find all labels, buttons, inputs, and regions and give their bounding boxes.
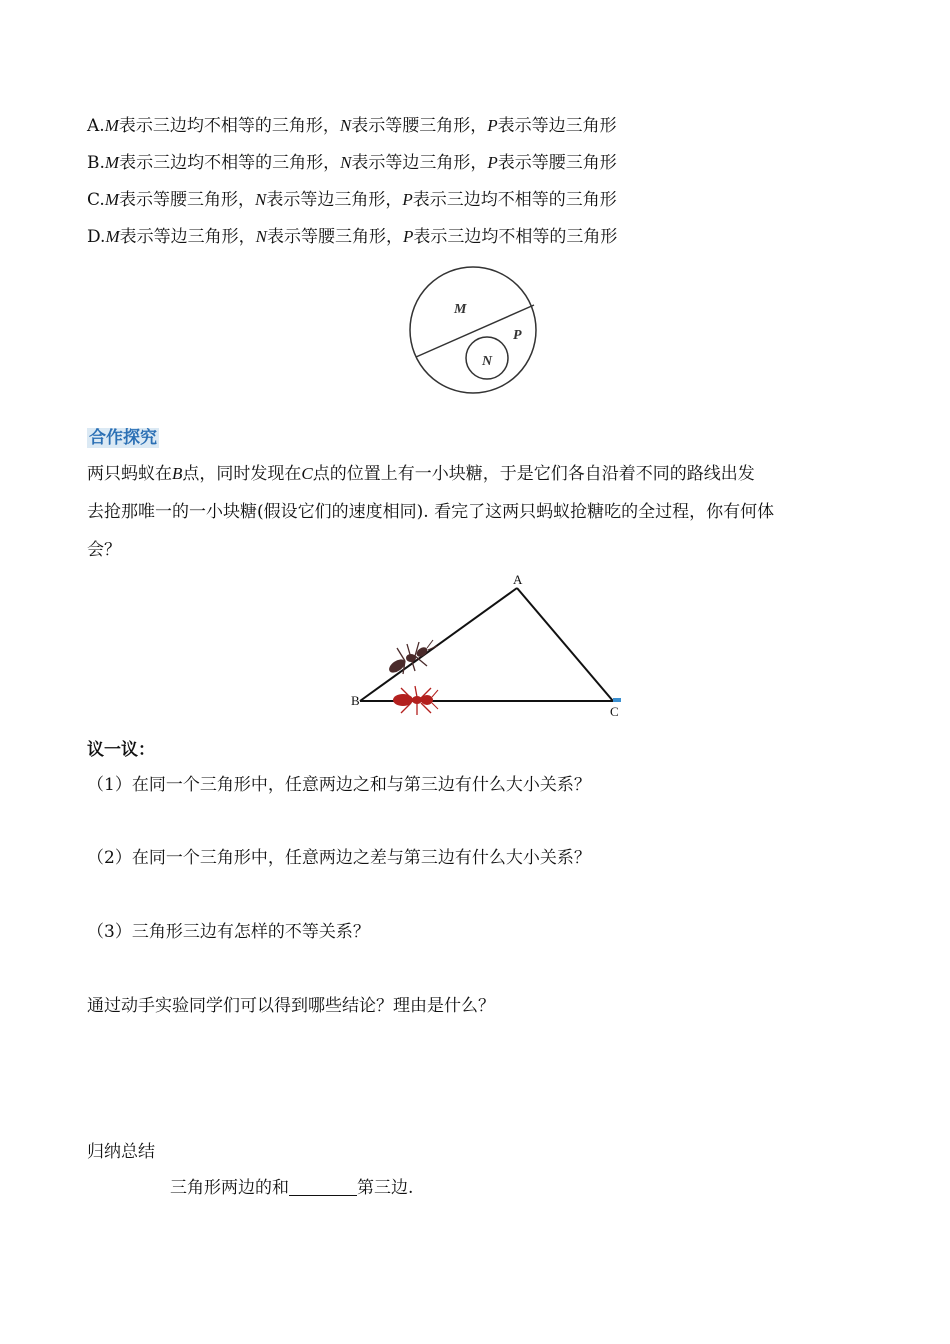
option-a: A.M表示三边均不相等的三角形，N表示等腰三角形，P表示等边三角形 [87, 116, 617, 136]
venn-label-n: N [482, 354, 493, 369]
triangle-diagram [345, 568, 635, 720]
cooperate-paragraph-line1: 两只蚂蚁在B点，同时发现在C点的位置上有一小块糖，于是它们各自沿着不同的路线出发 [87, 464, 755, 484]
section-heading-discuss: 议一议： [87, 740, 155, 760]
vertex-label-c: C [610, 704, 619, 719]
answer-blank[interactable] [289, 1177, 357, 1196]
question-1: （1）在同一个三角形中，任意两边之和与第三边有什么大小关系？ [87, 775, 591, 795]
side-ba [360, 588, 517, 701]
section-heading-cooperate: 合作探究 [89, 428, 157, 448]
ant-icon-upper [387, 640, 437, 675]
venn-diagram [405, 262, 541, 398]
candy-icon [613, 698, 621, 702]
cooperate-paragraph-line2: 去抢那唯一的一小块糖(假设它们的速度相同). 看完了这两只蚂蚁抢糖吃的全过程，你有何体 [87, 502, 775, 522]
side-ac [517, 588, 613, 701]
section-heading-summary: 归纳总结 [87, 1142, 155, 1162]
cooperate-paragraph-line3: 会？ [87, 540, 121, 560]
question-2: （2）在同一个三角形中，任意两边之差与第三边有什么大小关系？ [87, 848, 591, 868]
venn-label-m: M [454, 302, 467, 317]
ant-icon-lower [393, 686, 438, 715]
question-4: 通过动手实验同学们可以得到哪些结论？理由是什么？ [87, 996, 495, 1016]
venn-label-p: P [513, 328, 522, 343]
option-d: D.M表示等边三角形，N表示等腰三角形，P表示三边均不相等的三角形 [87, 227, 618, 247]
vertex-label-b: B [351, 693, 360, 708]
summary-sentence: 三角形两边的和 第三边. [170, 1178, 414, 1198]
question-3: （3）三角形三边有怎样的不等关系？ [87, 922, 370, 942]
vertex-label-a: A [513, 572, 523, 587]
option-b: B.M表示三边均不相等的三角形，N表示等边三角形，P表示等腰三角形 [87, 153, 617, 173]
option-c: C.M表示等腰三角形，N表示等边三角形，P表示三边均不相等的三角形 [87, 190, 617, 210]
